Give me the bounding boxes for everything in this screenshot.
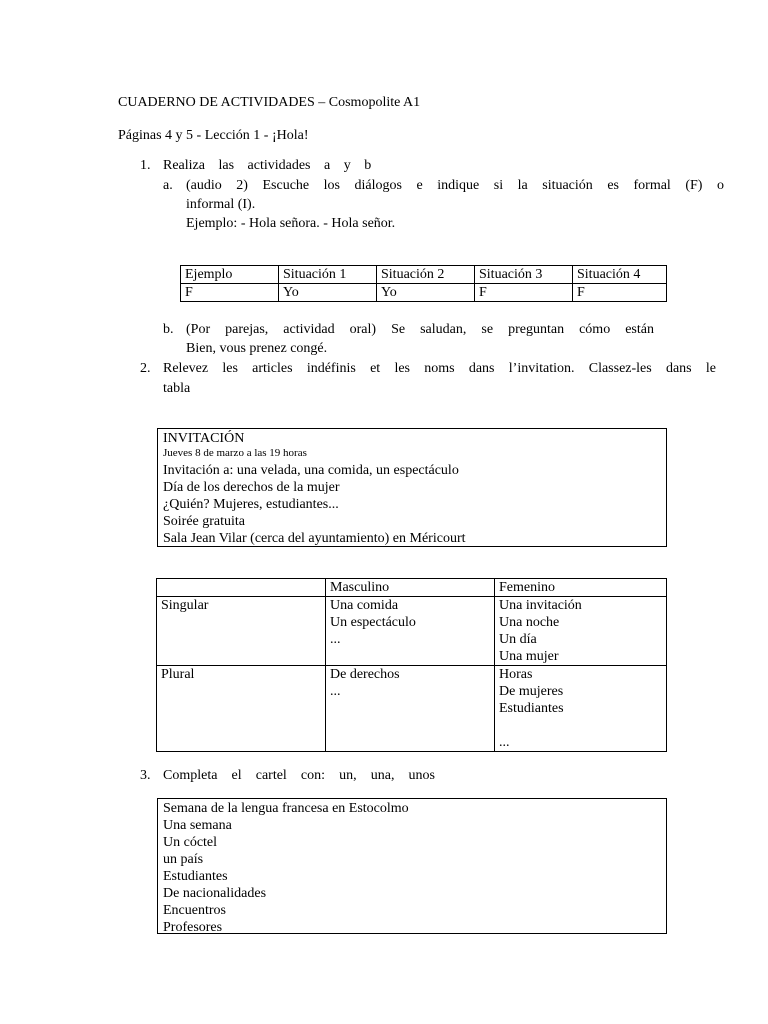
invitation-box — [157, 428, 667, 547]
lesson-subtitle: Páginas 4 y 5 - Lección 1 - ¡Hola! — [118, 128, 309, 143]
singular-feminine-cell — [495, 597, 667, 666]
cell-line: Horas — [499, 667, 533, 682]
item-1b-line-1: (Por parejas, actividad oral) Se saludan, se preguntan cómo están — [186, 322, 654, 337]
classify-table — [156, 578, 667, 752]
poster-line: Profesores — [163, 920, 223, 935]
item-2-line-1: Relevez les articles indéfinis et les noms dans l’invitation. Classez-les dans le — [163, 361, 716, 376]
classify-row-plural — [157, 666, 667, 752]
row-label: Plural — [157, 666, 326, 752]
plural-feminine-cell — [495, 666, 667, 752]
item-1a-example: Ejemplo: - Hola señora. - Hola señor. — [186, 216, 396, 231]
poster-line: un país — [163, 852, 204, 867]
table-cell: Yo — [279, 284, 377, 302]
singular-masculine-cell — [326, 597, 495, 666]
item-1b-letter: b. — [163, 322, 174, 337]
table-header-cell — [157, 579, 326, 597]
cell-line — [499, 717, 662, 734]
poster-line: Una semana — [163, 818, 232, 833]
item-1a-line-2: informal (I). — [186, 197, 256, 212]
table-cell: F — [573, 284, 667, 302]
invitation-title: INVITACIÓN — [163, 431, 245, 446]
cell-line: Una invitación — [499, 598, 582, 613]
row-label: Singular — [157, 597, 326, 666]
invitation-line: Soirée gratuita — [163, 514, 246, 529]
poster-line: Encuentros — [163, 903, 226, 918]
cell-line: Una comida — [330, 598, 399, 613]
table-header-cell: Ejemplo — [181, 266, 279, 284]
invitation-line: Invitación a: una velada, una comida, un espectáculo — [163, 463, 459, 478]
cell-line: ... — [499, 735, 510, 750]
document-title: CUADERNO DE ACTIVIDADES – Cosmopolite A1 — [118, 95, 421, 110]
table-cell: F — [475, 284, 573, 302]
situation-table-header-row — [181, 266, 667, 284]
cell-line: Estudiantes — [499, 701, 564, 716]
cell-line: De derechos — [330, 667, 400, 682]
poster-line: Estudiantes — [163, 869, 228, 884]
poster-line: De nacionalidades — [163, 886, 267, 901]
invitation-date: Jueves 8 de marzo a las 19 horas — [163, 447, 307, 459]
cell-line: Un día — [499, 632, 537, 647]
table-header-cell: Situación 2 — [377, 266, 475, 284]
cell-line: ... — [330, 684, 341, 699]
item-1-instruction: Realiza las actividades a y b — [163, 158, 372, 173]
item-1a-line-1: (audio 2) Escuche los diálogos e indique si la situación es formal (F) o — [186, 178, 724, 193]
table-header-cell: Situación 4 — [573, 266, 667, 284]
table-header-cell: Situación 3 — [475, 266, 573, 284]
poster-line: Semana de la lengua francesa en Estocolmo — [163, 801, 409, 816]
table-cell: Yo — [377, 284, 475, 302]
item-2-number: 2. — [140, 361, 151, 376]
situation-table-row — [181, 284, 667, 302]
item-2-line-2: tabla — [163, 381, 191, 396]
table-header-cell: Situación 1 — [279, 266, 377, 284]
cell-line: ... — [330, 632, 341, 647]
table-cell: F — [181, 284, 279, 302]
poster-line: Un cóctel — [163, 835, 218, 850]
cell-line: Una noche — [499, 615, 560, 630]
cell-line: De mujeres — [499, 684, 564, 699]
classify-row-singular — [157, 597, 667, 666]
item-1b-line-2: Bien, vous prenez congé. — [186, 341, 328, 356]
item-3-number: 3. — [140, 768, 151, 783]
invitation-line: Sala Jean Vilar (cerca del ayuntamiento) en Méricourt — [163, 531, 466, 546]
plural-masculine-cell — [326, 666, 495, 752]
table-header-cell: Masculino — [326, 579, 495, 597]
poster-box — [157, 798, 667, 934]
item-3-instruction: Completa el cartel con: un, una, unos — [163, 768, 435, 783]
classify-header-row — [157, 579, 667, 597]
table-header-cell: Femenino — [495, 579, 667, 597]
item-1-number: 1. — [140, 158, 151, 173]
cell-line: Un espectáculo — [330, 615, 416, 630]
item-1a-letter: a. — [163, 178, 173, 193]
invitation-line: ¿Quién? Mujeres, estudiantes... — [163, 497, 339, 512]
invitation-line: Día de los derechos de la mujer — [163, 480, 340, 495]
situation-table — [180, 265, 667, 302]
cell-line: Una mujer — [499, 649, 559, 664]
